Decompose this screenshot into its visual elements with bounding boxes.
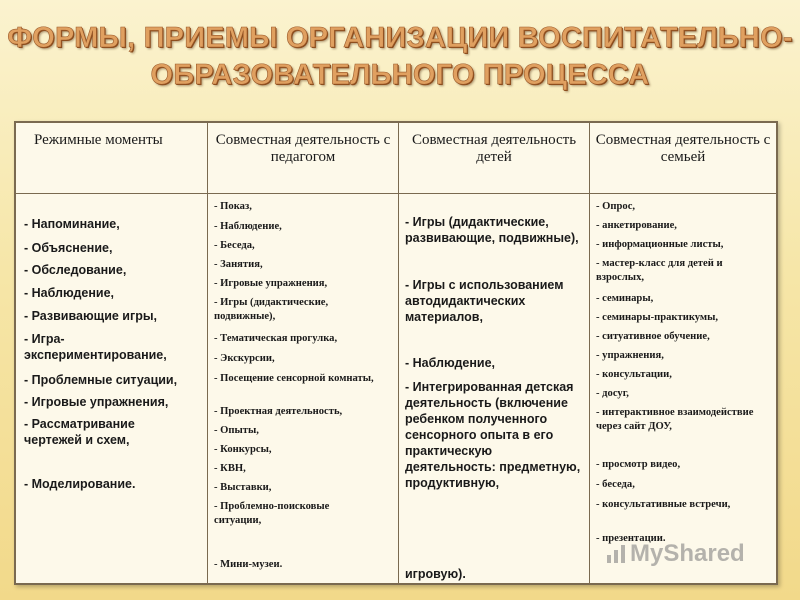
list-item: - Занятия, [214, 259, 263, 270]
list-item: - упражнения, [596, 350, 664, 361]
list-item: - Опыты, [214, 425, 259, 436]
list-item: - мастер-класс для детей и взрослых, [596, 258, 723, 283]
list-item: - Проблемные ситуации, [24, 373, 178, 387]
list-item: - Наблюдение, [405, 356, 496, 370]
column-family [589, 123, 776, 583]
list-item: - Игровые упражнения, [214, 278, 328, 289]
header-regime-moments: Режимные моменты [16, 123, 207, 194]
list-item: - Показ, [214, 201, 252, 212]
page-title [0, 20, 800, 94]
list-item: - Обследование, [24, 263, 127, 277]
list-item: - Игровые упражнения, [24, 395, 169, 409]
column-body [208, 194, 398, 583]
list-item: - досуг, [596, 388, 629, 399]
list-item: - беседа, [596, 479, 635, 490]
header-family: Совместная деятельность с семьей [590, 123, 776, 194]
column-body [590, 194, 776, 583]
list-item: - Интегрированная детская деятельность (включение ребенком полученного сенсорного опыта в его практическую деятельность: предметную, продуктивную, [405, 380, 581, 490]
list-item: - Беседа, [214, 240, 255, 251]
column-children [398, 123, 589, 583]
list-item: - Игра-экспериментирование, [24, 332, 167, 362]
column-body [16, 194, 207, 583]
list-item: - Опрос, [596, 201, 636, 212]
list-item: - Наблюдение, [24, 286, 115, 300]
list-item: - Конкурсы, [214, 444, 272, 455]
list-item: - Игры (дидактические, подвижные), [214, 297, 329, 322]
list-item: - Мини-музеи. [214, 559, 283, 570]
list-item: - интерактивное взаимодействие через сайт ДОУ, [596, 407, 754, 432]
list-item: - Игры (дидактические, развивающие, подвижные), [405, 215, 579, 245]
list-item: - КВН, [214, 463, 246, 474]
list-item: - Наблюдение, [214, 221, 282, 232]
title-line-1: ФОРМЫ, ПРИЕМЫ ОРГАНИЗАЦИИ ВОСПИТАТЕЛЬНО- [7, 22, 793, 54]
column-body [399, 194, 589, 583]
list-item: - Моделирование. [24, 477, 136, 491]
list-item: - Проблемно-поисковые ситуации, [214, 501, 330, 526]
list-item: - анкетирование, [596, 220, 677, 231]
forms-table [14, 121, 778, 585]
list-item: - Тематическая прогулка, [214, 333, 338, 344]
list-item: - семинары-практикумы, [596, 312, 719, 323]
list-item: - Посещение сенсорной комнаты, [214, 373, 374, 384]
list-item: - консультативные встречи, [596, 499, 731, 510]
watermark-text: MyShared [630, 540, 745, 567]
list-item: - Экскурсии, [214, 353, 275, 364]
myshared-logo-icon [606, 544, 626, 564]
list-item: - Выставки, [214, 482, 272, 493]
list-item: - Напоминание, [24, 217, 120, 231]
column-regime-moments [16, 123, 207, 583]
column-with-teacher [207, 123, 398, 583]
list-item: - консультации, [596, 369, 672, 380]
title-line-2: ОБРАЗОВАТЕЛЬНОГО ПРОЦЕССА [150, 59, 650, 91]
list-item: - Объяснение, [24, 241, 113, 255]
list-item: - презентации. [596, 533, 666, 544]
list-item: - информационные листы, [596, 239, 724, 250]
list-item: - просмотр видео, [596, 459, 681, 470]
header-children: Совместная деятельность детей [399, 123, 589, 194]
list-item: - Развивающие игры, [24, 309, 157, 323]
list-item: - семинары, [596, 293, 654, 304]
list-item: - Рассматривание чертежей и схем, [24, 417, 135, 447]
list-item: игровую). [405, 567, 466, 581]
list-item: - Игры с использованием автодидактических материалов, [405, 278, 564, 324]
list-item: - Проектная деятельность, [214, 406, 343, 417]
header-with-teacher: Совместная деятельность с педагогом [208, 123, 398, 194]
list-item: - ситуативное обучение, [596, 331, 710, 342]
watermark [606, 540, 745, 568]
